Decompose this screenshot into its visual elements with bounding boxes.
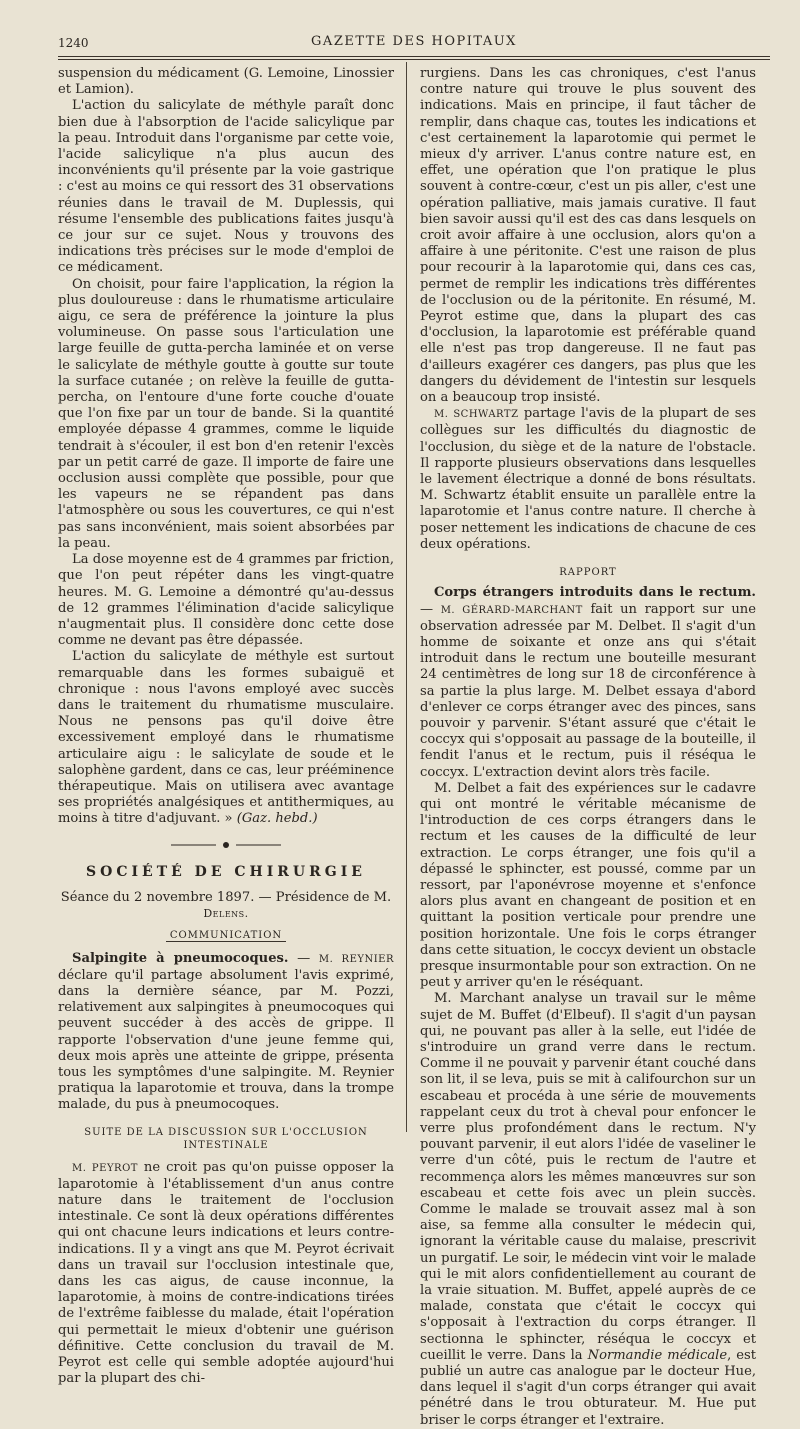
- header-rule-bottom: [58, 59, 770, 60]
- session-line: [58, 890, 394, 922]
- session-text: Séance du 2 novembre 1897. — Présidence de M.: [60, 889, 392, 905]
- paragraph-text: , est publié un autre cas analogue par le docteur Hue, dans lequel il s'agit d'un corps étranger qui avait pénétré dans le trou obturateur. M. Hue put briser le corps étranger et l'extraire.: [420, 1347, 757, 1428]
- article-text: fait un rapport sur une observation adressée par M. Delbet. Il s'agit d'un homme de soixante et onze ans qui s'était introduit dans le rectum une bouteille mesurant 24 centimètres de long sur 18 de circonférence à sa partie la plus large. M. Delbet essaya d'abord d'enlever ce corps étranger avec des pinces, sans pouvoir y parvenir. S'étant assuré que c'était le coccyx qui s'opposait au passage de la bouteille, il fendit l'anus et le rectum, puis il réséqua le coccyx. L'extraction devint alors très facile.: [420, 601, 756, 780]
- article-salpingite: [58, 951, 394, 1114]
- column-divider: [406, 62, 407, 1132]
- article-schwartz: [420, 406, 756, 553]
- right-column: [420, 66, 756, 1429]
- article-text: ne croit pas qu'on puisse opposer la laparotomie à l'établissement d'un anus contre nature dans le traitement de l'occlusion intestinale. Ce sont là deux opérations différentes qui ont chacune leurs indications et leurs contre-indications. Il y a vingt ans que M. Peyrot écrivait dans un travail sur l'occlusion intestinale que, dans les cas aigus, de cause inconnue, la laparotomie, à moins de contre-indications tirées de l'extrême faiblesse du malade, était l'opération qui permettait le mieux d'obtenir une guérison définitive. Cette conclusion du travail de M. Peyrot est celle qui semble adoptée aujourd'hui par la plupart des chi-: [58, 1159, 395, 1387]
- author-name: M. REYNIER: [318, 953, 394, 965]
- session-president: Delens.: [203, 907, 249, 921]
- article-text: déclare qu'il partage absolument l'avis exprimé, dans la dernière séance, par M. Pozzi, relativement aux salpingites à pneumocoques qui peuvent succéder à des accès de grippe. Il rapporte l'observation d'une jeune femme qui, deux mois après une atteinte de grippe, présenta tous les symptômes d'une salpingite. M. Reynier pratiqua la laparotomie et trouva, dans la trompe malade, du pus à pneumocoques.: [58, 967, 394, 1113]
- paragraph-text: L'action du salicylate de méthyle est surtout remarquable dans les formes subaiguë et chronique : nous l'avons employé avec succès dans le traitement du rhumatisme musculaire. Nous ne pensons pas qu'il doive être excessivement employé dans le rhumatisme articulaire aigu : le salicylate de soude et le salophène gardent, dans ce cas, leur prééminence thérapeutique. Mais on utilisera avec avantage ses propriétés analgésiques et antithermiques, au moins à titre d'adjuvant. »: [58, 649, 394, 827]
- paragraph: La dose moyenne est de 4 grammes par friction, que l'on peut répéter dans les vingt-quatre heures. M. G. Lemoine a démontré qu'au-dessus de 12 grammes l'élimination d'acide salicylique n'augmentait plus. Il considère donc cette dose comme ne devant pas être dépassée.: [58, 552, 394, 649]
- paragraph: [420, 991, 756, 1428]
- journal-name: Normandie médicale: [587, 1347, 728, 1363]
- author-name: M. PEYROT: [72, 1162, 138, 1174]
- dash: —: [288, 950, 319, 966]
- ornament-icon: [171, 841, 281, 849]
- subheading-rapport: RAPPORT: [559, 567, 617, 579]
- dash: —: [420, 601, 441, 617]
- page-number: 1240: [58, 36, 89, 50]
- paragraph: rurgiens. Dans les cas chroniques, c'est l'anus contre nature qui trouve le plus souvent des indications. Mais en principe, il faut tâcher de remplir, dans chaque cas, toutes les indications et c'est certainement la laparotomie qui permet le mieux d'y arriver. L'anus contre nature est, en effet, une opération que l'on pratique le plus souvent à contre-cœur, c'est un pis aller, c'est une opération palliative, mais jamais curative. Il faut bien savoir aussi qu'il est des cas dans lesquels on croit avoir affaire à une occlusion, alors qu'on a affaire à une péritonite. C'est une raison de plus pour recourir à la laparotomie qui, dans ces cas, permet de remplir les indications très différentes de l'occlusion ou de la péritonite. En résumé, M. Peyrot estime que, dans la plupart des cas d'occlusion, la laparotomie est préférable quand elle n'est pas trop dangereuse. Il ne faut pas d'ailleurs exagérer ces dangers, pas plus que les dangers du dévidement de l'intestin sur lesquels on a beaucoup trop insisté.: [420, 66, 756, 406]
- journal-title: GAZETTE DES HOPITAUX: [311, 34, 517, 49]
- article-peyrot: [58, 1160, 394, 1388]
- paragraph: L'action du salicylate de méthyle paraît donc bien due à l'absorption de l'acide salicylique par la peau. Introduit dans l'organisme par cette voie, l'acide salicylique n'a plus aucun des inconvénients qu'il présente par la voie gastrique : c'est au moins ce qui ressort des 31 observations réunies dans le travail de M. Duplessis, qui résume l'ensemble des publications faites jusqu'à ce jour sur ce sujet. Nous y trouvons des indications très précises sur le mode d'emploi de ce médicament.: [58, 98, 394, 276]
- subheading-communication: [58, 928, 394, 944]
- paragraph: M. Delbet a fait des expériences sur le cadavre qui ont montré le véritable mécanisme de l'introduction de ces corps étrangers dans le rectum et les causes de la difficulté de leur extraction. Le corps étranger, une fois qu'il a dépassé le sphincter, est poussé, comme par un ressort, par l'aponévrose moyenne et s'enfonce alors plus avant en changeant de position et en quittant la position verticale pour prendre une position horizontale. Une fois le corps étranger dans cette situation, le coccyx devient un obstacle presque insurmontable pour son extraction. On ne peut y arriver qu'en le réséquant.: [420, 780, 756, 991]
- source-citation: (Gaz. hebd.): [236, 811, 318, 827]
- author-name: M. GÉRARD-MARCHANT: [440, 604, 583, 616]
- header-rule-top: [58, 56, 770, 57]
- paragraph: suspension du médicament (G. Lemoine, Linossier et Lamion).: [58, 66, 394, 98]
- article-text: partage l'avis de la plupart de ses collègues sur les difficultés du diagnostic de l'occlusion, du siège et de la nature de l'obstacle. Il rapporte plusieurs observations dans lesquelles le lavement électrique a donné de bons résultats. M. Schwartz établit ensuite un parallèle entre la laparotomie et l'anus contre nature. Il cherche à poser nettement les indications de chacune de ces deux opérations.: [420, 406, 756, 552]
- paragraph: [58, 649, 394, 827]
- section-heading-society: SOCIÉTÉ DE CHIRURGIE: [86, 863, 366, 880]
- left-column: [58, 66, 394, 1387]
- paragraph-text: M. Marchant analyse un travail sur le même sujet de M. Buffet (d'Elbeuf). Il s'agit d'un paysan qui, ne pouvant pas aller à la selle, eut l'idée de s'introduire un grand verre dans le rectum. Comme il ne pouvait y parvenir étant couché dans son lit, il se leva, puis se mit à califourchon sur un escabeau et procéda à une série de mouvements rappelant ceux du trot à cheval pour enfoncer le verre plus profondément dans le rectum. N'y pouvant parvenir, il eut alors l'idée de vaseliner le verre d'un côté, puis le rectum de l'autre et recommença alors les mêmes manœuvres sur son escabeau et cette fois avec un plein succès. Comme le malade se trouvait assez mal à son aise, sa femme alla consulter le médecin qui, ignorant la véritable cause du malaise, prescrivit un purgatif. Le soir, le médecin vint voir le malade qui le mit alors confidentiellement au courant de la vraie situation. M. Buffet, appelé auprès de ce malade, constata que c'était le coccyx qui s'opposait à l'extraction du corps étranger. Il sectionna le sphincter, réséqua le coccyx et cueillit le verre. Dans la: [420, 991, 756, 1363]
- subheading-text: COMMUNICATION: [166, 930, 286, 942]
- subheading-line: INTESTINALE: [183, 1139, 269, 1151]
- subheading-suite: [58, 1126, 394, 1152]
- ornament-divider: [58, 838, 394, 854]
- page-header: [58, 30, 770, 56]
- article-corps-etrangers: [420, 585, 756, 780]
- article-title: Salpingite à pneumocoques.: [72, 950, 289, 966]
- paragraph: On choisit, pour faire l'application, la région la plus douloureuse : dans le rhumatisme articulaire aigu, ce sera de préférence la jointure la plus volumineuse. On passe sous l'articulation une large feuille de gutta-percha laminée et on verse le salicylate de méthyle goutte à goutte sur toute la surface cutanée ; on relève la feuille de gutta-percha, on l'entoure d'une forte couche d'ouate que l'on fixe par un tour de bande. Si la quantité employée dépasse 4 grammes, comme le liquide tendrait à s'écouler, il est bon d'en retenir l'excès par un petit carré de gaze. Il importe de faire une occlusion aussi complète que possible, pour que les vapeurs ne se répandent pas dans l'atmosphère ou sous les couvertures, ce qui n'est pas sans inconvénient, mais soient absorbées par la peau.: [58, 276, 394, 551]
- article-title: Corps étrangers introduits dans le rectum.: [434, 585, 756, 601]
- author-name: M. SCHWARTZ: [434, 409, 519, 421]
- subheading-line: SUITE DE LA DISCUSSION SUR L'OCCLUSION: [84, 1126, 368, 1138]
